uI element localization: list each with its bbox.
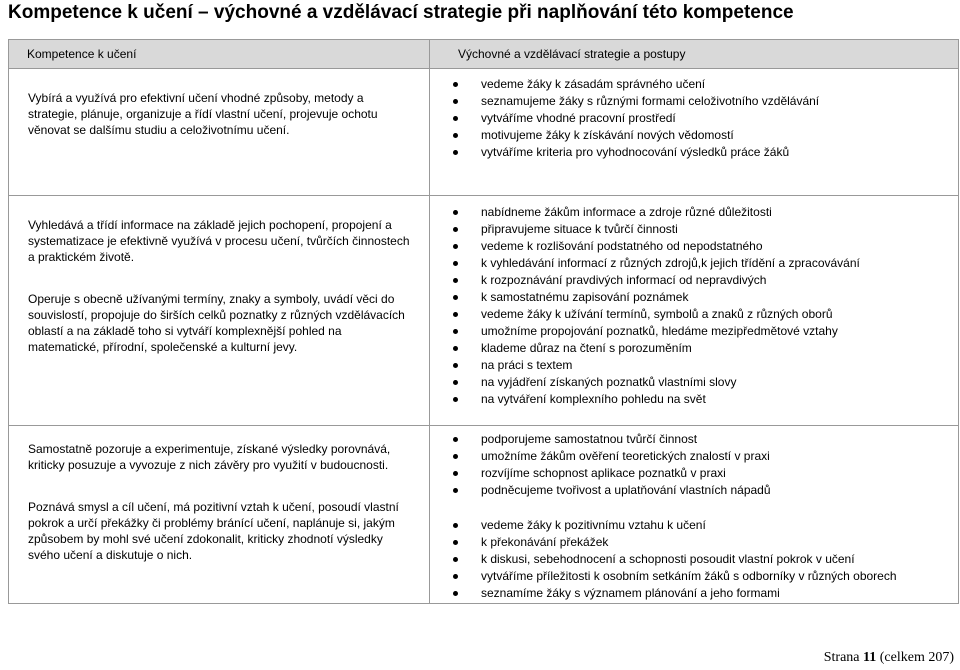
list-item: [431, 534, 957, 551]
list-item: [431, 255, 957, 272]
footer-total: (celkem 207): [879, 650, 954, 665]
list-item: [431, 357, 957, 374]
list-item: [431, 551, 957, 568]
bullet-icon: [453, 523, 458, 528]
strategy-text: motivujeme žáky k získávání nových vědomostí: [481, 128, 734, 142]
list-item: [431, 110, 957, 127]
strategy-text: podporujeme samostatnou tvůrčí činnost: [481, 432, 698, 446]
strategy-text: vedeme žáky k pozitivnímu vztahu k učení: [481, 518, 706, 532]
bullet-icon: [453, 363, 458, 368]
competence-text: Vyhledává a třídí informace na základě jejich pochopení, propojení a systematizace je efektivně využívá v procesu učení, tvůrčích činnostech a praktickém životě.: [28, 218, 410, 264]
bullet-icon: [453, 540, 458, 545]
bullet-icon: [453, 471, 458, 476]
strategy-text: na vyjádření získaných poznatků vlastními slovy: [481, 375, 737, 389]
strategies-cell: [430, 426, 959, 604]
header-competence: Kompetence k učení: [9, 40, 430, 69]
strategy-text: seznamíme žáky s významem plánování a jeho formami: [481, 586, 780, 600]
strategy-text: nabídneme žákům informace a zdroje různé důležitosti: [481, 205, 772, 219]
list-item: [431, 391, 957, 408]
list-item: [431, 306, 957, 323]
list-item: [431, 272, 957, 289]
strategy-text: vytváříme kriteria pro vyhodnocování výsledků práce žáků: [481, 145, 790, 159]
bullet-icon: [453, 397, 458, 402]
list-item: [431, 340, 957, 357]
list-item: [431, 221, 957, 238]
table-header-row: [9, 40, 959, 69]
strategy-text: připravujeme situace k tvůrčí činnosti: [481, 222, 678, 236]
strategy-text: seznamujeme žáky s různými formami celoživotního vzdělávání: [481, 94, 820, 108]
competence-cell: [9, 426, 430, 604]
strategy-text: umožníme žákům ověření teoretických znalostí v praxi: [481, 449, 770, 463]
page-title: Kompetence k učení – výchovné a vzdělávací strategie při naplňování této kompetence: [8, 2, 794, 23]
list-item: [431, 144, 957, 161]
strategies-cell: [430, 69, 959, 196]
bullet-icon: [453, 244, 458, 249]
strategy-text: vedeme žáky k zásadám správného učení: [481, 77, 706, 91]
strategy-text: k rozpoznávání pravdivých informací od nepravdivých: [481, 273, 767, 287]
strategy-text: vytváříme příležitosti k osobním setkáním žáků s odborníky v různých oborech: [481, 569, 897, 583]
bullet-icon: [453, 133, 458, 138]
strategy-text: vedeme k rozlišování podstatného od nepodstatného: [481, 239, 763, 253]
strategy-text: podněcujeme tvořivost a uplatňování vlastních nápadů: [481, 483, 771, 497]
list-item: [431, 93, 957, 110]
list-item: [431, 585, 957, 602]
bullet-icon: [453, 380, 458, 385]
strategy-text: vytváříme vhodné pracovní prostředí: [481, 111, 676, 125]
bullet-icon: [453, 591, 458, 596]
strategy-text: rozvíjíme schopnost aplikace poznatků v praxi: [481, 466, 726, 480]
competence-text: Vybírá a využívá pro efektivní učení vhodné způsoby, metody a strategie, plánuje, organizuje a řídí vlastní učení, projevuje ochotu věnovat se dalšímu studiu a celoživotnímu učení.: [28, 91, 378, 137]
list-item: [431, 127, 957, 144]
bullet-icon: [453, 488, 458, 493]
bullet-icon: [453, 227, 458, 232]
bullet-icon: [453, 278, 458, 283]
strategy-text: na práci s textem: [481, 358, 573, 372]
bullet-icon: [453, 454, 458, 459]
header-strategies: Výchovné a vzdělávací strategie a postupy: [430, 40, 959, 69]
competence-cell: [9, 69, 430, 196]
list-item: [431, 289, 957, 306]
list-item: [431, 517, 957, 534]
list-item: [431, 482, 957, 499]
strategy-text: k samostatnému zapisování poznámek: [481, 290, 689, 304]
footer-prefix: Strana: [823, 650, 860, 665]
bullet-icon: [453, 312, 458, 317]
footer-page-number: 11: [863, 650, 877, 665]
list-item: [431, 76, 957, 93]
page-footer: [824, 650, 954, 666]
bullet-icon: [453, 210, 458, 215]
strategy-text: vedeme žáky k užívání termínů, symbolů a znaků z různých oborů: [481, 307, 833, 321]
strategy-list: [431, 427, 957, 499]
strategy-list: [431, 499, 957, 602]
strategy-list: [431, 197, 957, 408]
bullet-icon: [453, 437, 458, 442]
table-row: [9, 196, 959, 426]
list-item: [431, 465, 957, 482]
bullet-icon: [453, 557, 458, 562]
competence-text: Operuje s obecně užívanými termíny, znaky a symboly, uvádí věci do souvislostí, propojuje do širších celků poznatky z různých vzdělávacích oblastí a na základě toho si vytváří komplexnější pohled na matematické, přírodní, společenské a kulturní jevy.: [28, 292, 405, 354]
list-item: [431, 238, 957, 255]
strategy-text: k diskusi, sebehodnocení a schopnosti posoudit vlastní pokrok v učení: [481, 552, 855, 566]
strategy-text: umožníme propojování poznatků, hledáme mezipředmětové vztahy: [481, 324, 838, 338]
strategy-text: klademe důraz na čtení s porozuměním: [481, 341, 692, 355]
strategy-text: na vytváření komplexního pohledu na svět: [481, 392, 706, 406]
list-item: [431, 374, 957, 391]
bullet-icon: [453, 329, 458, 334]
strategies-cell: [430, 196, 959, 426]
table-row: [9, 426, 959, 604]
list-item: [431, 448, 957, 465]
bullet-icon: [453, 82, 458, 87]
competence-cell: [9, 196, 430, 426]
list-item: [431, 323, 957, 340]
bullet-icon: [453, 116, 458, 121]
table-row: [9, 69, 959, 196]
strategy-text: k překonávání překážek: [481, 535, 609, 549]
competence-table: [8, 39, 959, 604]
bullet-icon: [453, 99, 458, 104]
bullet-icon: [453, 261, 458, 266]
table-body: [9, 69, 959, 604]
list-item: [431, 568, 957, 585]
list-item: [431, 204, 957, 221]
competence-text: Poznává smysl a cíl učení, má pozitivní vztah k učení, posoudí vlastní pokrok a určí překážky či problémy bránící učení, naplánuje si, jakým způsobem by mohl své učení zdokonalit, kriticky zhodnotí výsledky svého učení a diskutuje o nich.: [28, 500, 399, 562]
bullet-icon: [453, 295, 458, 300]
strategy-text: k vyhledávání informací z různých zdrojů,k jejich třídění a zpracovávání: [481, 256, 860, 270]
list-item: [431, 431, 957, 448]
competence-text: Samostatně pozoruje a experimentuje, získané výsledky porovnává, kriticky posuzuje a vyvozuje z nich závěry pro využití v budoucnosti.: [28, 442, 391, 472]
bullet-icon: [453, 150, 458, 155]
bullet-icon: [453, 346, 458, 351]
bullet-icon: [453, 574, 458, 579]
strategy-list: [431, 70, 957, 161]
